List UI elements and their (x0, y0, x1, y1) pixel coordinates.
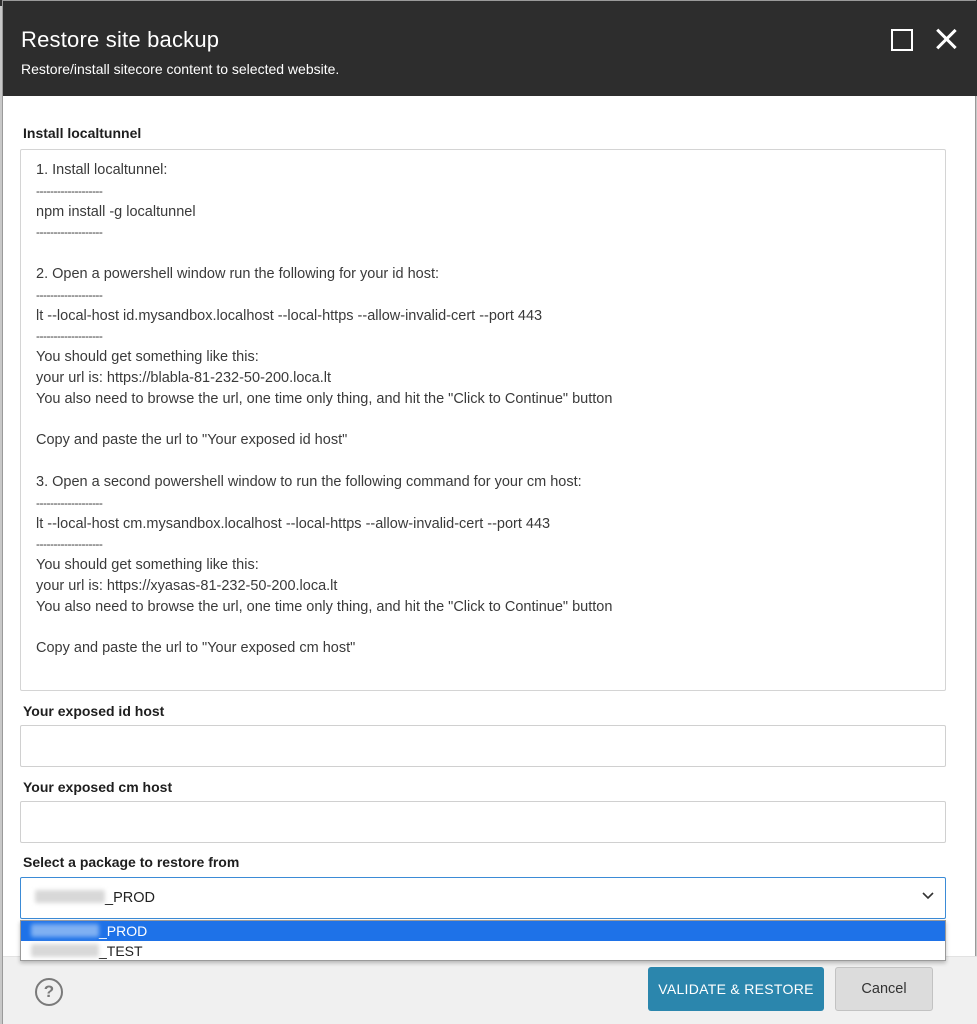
redacted-text (31, 944, 99, 957)
instruction-line (36, 618, 930, 639)
instruction-line: npm install -g localtunnel (36, 203, 196, 220)
dialog-title: Restore site backup (21, 27, 220, 52)
dialog-subtitle: Restore/install sitecore content to selected website. (21, 61, 340, 77)
instruction-line: ------------------- (36, 495, 103, 510)
redacted-text (31, 924, 99, 937)
package-label: Select a package to restore from (23, 854, 240, 870)
cancel-button[interactable]: Cancel (835, 967, 933, 1011)
instruction-line: You also need to browse the url, one time only thing, and hit the "Click to Continue" button (36, 390, 613, 407)
instructions-textarea[interactable] (20, 149, 946, 691)
instruction-line: ------------------- (36, 183, 103, 198)
instruction-line (36, 410, 930, 431)
instruction-line: Copy and paste the url to "Your exposed cm host" (36, 640, 356, 657)
instruction-line: your url is: https://xyasas-81-232-50-200.loca.lt (36, 577, 338, 594)
close-icon[interactable] (932, 25, 960, 53)
id-host-input[interactable] (20, 725, 946, 767)
package-option[interactable] (21, 941, 945, 961)
instruction-line: 1. Install localtunnel: (36, 162, 168, 178)
maximize-icon[interactable] (891, 29, 913, 51)
package-option-label: _PROD (99, 923, 148, 939)
instruction-line (36, 451, 930, 472)
instruction-line: lt --local-host cm.mysandbox.localhost --local-https --allow-invalid-cert --port 443 (36, 515, 551, 532)
validate-restore-button[interactable]: VALIDATE & RESTORE (648, 967, 824, 1011)
dialog-header (3, 1, 977, 96)
package-select-text: _PROD (105, 890, 155, 906)
instruction-line: ------------------- (36, 329, 103, 344)
package-select[interactable] (20, 877, 946, 919)
instruction-line: lt --local-host id.mysandbox.localhost --local-https --allow-invalid-cert --port 443 (36, 307, 543, 324)
instruction-line: ------------------- (36, 287, 103, 302)
package-option-label: _TEST (99, 943, 143, 959)
instruction-line: You should get something like this: (36, 557, 259, 574)
instruction-line: 3. Open a second powershell window to run the following command for your cm host: (36, 473, 582, 490)
cm-host-label: Your exposed cm host (23, 779, 173, 795)
dialog-footer (3, 956, 977, 1024)
instruction-line: Copy and paste the url to "Your exposed id host" (36, 432, 348, 449)
cm-host-input[interactable] (20, 801, 946, 843)
instruction-line: You should get something like this: (36, 349, 259, 366)
chevron-down-icon (921, 888, 935, 902)
instruction-line: You also need to browse the url, one time only thing, and hit the "Click to Continue" button (36, 598, 613, 615)
instruction-line: ------------------- (36, 537, 103, 552)
question-circle-icon[interactable]: ? (35, 978, 63, 1006)
package-option[interactable] (21, 921, 945, 941)
id-host-label: Your exposed id host (23, 703, 165, 719)
instruction-line: ------------------- (36, 225, 103, 240)
package-dropdown-list (20, 920, 946, 961)
instruction-line: your url is: https://blabla-81-232-50-200.loca.lt (36, 369, 331, 386)
restore-dialog (2, 0, 976, 1024)
package-select-value (35, 890, 155, 906)
redacted-text (35, 890, 105, 903)
instructions-label: Install localtunnel (23, 125, 142, 141)
instruction-line: 2. Open a powershell window run the following for your id host: (36, 265, 439, 282)
instruction-line (36, 243, 930, 264)
